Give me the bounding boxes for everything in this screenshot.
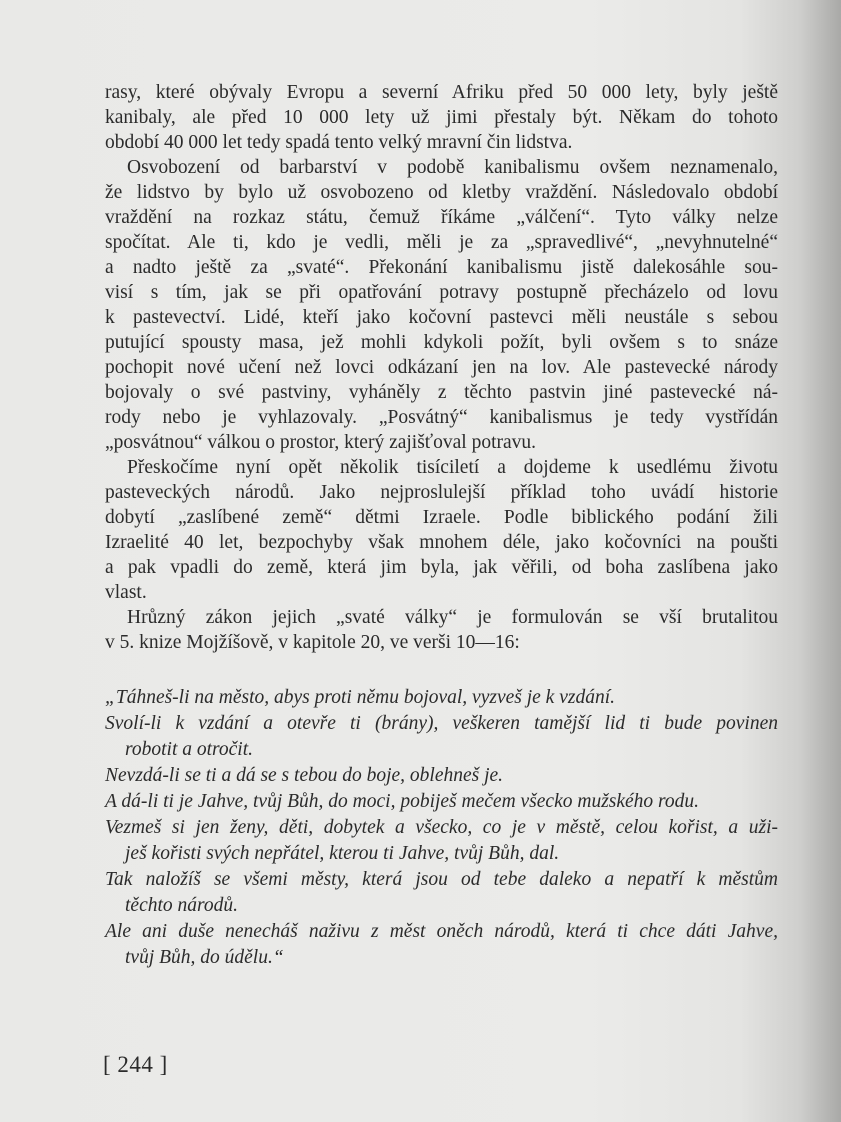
bible-quote bbox=[105, 685, 778, 971]
text-line: „posvátnou“ válkou o prostor, který zajišťoval potravu. bbox=[105, 432, 537, 453]
text-line: a nadto ještě za „svaté“. Překonání kanibalismu jistě dalekosáhle sou- bbox=[105, 257, 778, 278]
text-line: vraždění na rozkaz státu, čemuž říkáme „válčení“. Tyto války nelze bbox=[105, 207, 778, 228]
text-line: období 40 000 let tedy spadá tento velký mravní čin lidstva. bbox=[105, 132, 573, 153]
quote-verse bbox=[105, 763, 778, 789]
quote-line: těchto národů. bbox=[125, 895, 239, 916]
text-line: putující spousty masa, jež mohli kdykoli požít, byli ovšem s to snáze bbox=[105, 332, 778, 353]
paragraph bbox=[105, 605, 778, 655]
text-line: a pak vpadli do země, která jim byla, jak věřili, od boha zaslíbena jako bbox=[105, 557, 778, 578]
quote-line: Tak naložíš se všemi městy, která jsou od tebe daleko a nepatří k městům bbox=[105, 869, 778, 890]
text-line: že lidstvo by bylo už osvobozeno od kletby vraždění. Následovalo období bbox=[105, 182, 778, 203]
text-line: dobytí „zaslíbené země“ dětmi Izraele. Podle biblického podání žili bbox=[105, 507, 778, 528]
quote-verse bbox=[105, 919, 778, 971]
quote-line: A dá-li ti je Jahve, tvůj Bůh, do moci, pobiješ mečem všecko mužského rodu. bbox=[105, 791, 700, 812]
text-line: Přeskočíme nyní opět několik tisíciletí a dojdeme k usedlému životu bbox=[127, 457, 778, 478]
text-line: Hrůzný zákon jejich „svaté války“ je formulován se vší brutalitou bbox=[127, 607, 778, 628]
prose-section bbox=[105, 80, 778, 655]
quote-line: ješ kořisti svých nepřátel, kterou ti Jahve, tvůj Bůh, dal. bbox=[125, 843, 560, 864]
text-line: pochopit nové učení než lovci odkázaní jen na lov. Ale pastevecké národy bbox=[105, 357, 778, 378]
quote-verse bbox=[105, 711, 778, 763]
quote-line: „Táhneš-li na město, abys proti němu bojoval, vyzveš je k vzdání. bbox=[105, 687, 615, 708]
quote-line: Vezmeš si jen ženy, děti, dobytek a všecko, co je v městě, celou kořist, a uži- bbox=[105, 817, 778, 838]
quote-verse bbox=[105, 815, 778, 867]
quote-line: Svolí-li k vzdání a otevře ti (brány), veškeren tamější lid ti bude povinen bbox=[105, 713, 778, 734]
text-line: Osvobození od barbarství v podobě kanibalismu ovšem neznamenalo, bbox=[127, 157, 778, 178]
quote-line: Nevzdá-li se ti a dá se s tebou do boje, oblehneš je. bbox=[105, 765, 504, 786]
text-line: rasy, které obývaly Evropu a severní Afriku před 50 000 lety, byly ještě bbox=[105, 82, 778, 103]
text-line: vlast. bbox=[105, 582, 147, 603]
quote-verse bbox=[105, 789, 778, 815]
text-line: k pastevectví. Lidé, kteří jako kočovní pastevci měli neustále s sebou bbox=[105, 307, 778, 328]
text-line: visí s tím, jak se při opatřování potravy postupně přecházelo od lovu bbox=[105, 282, 778, 303]
book-page-body bbox=[105, 80, 778, 971]
page-number: [ 244 ] bbox=[103, 1052, 168, 1077]
quote-line: Ale ani duše nenecháš naživu z měst oněch národů, která ti chce dáti Jahve, bbox=[105, 921, 778, 942]
text-line: pasteveckých národů. Jako nejproslulejší příklad toho uvádí historie bbox=[105, 482, 778, 503]
paragraph bbox=[105, 80, 778, 155]
paragraph bbox=[105, 155, 778, 455]
paragraph bbox=[105, 455, 778, 605]
quote-verse bbox=[105, 685, 778, 711]
text-line: rody nebo je vyhlazovaly. „Posvátný“ kanibalismus je tedy vystřídán bbox=[105, 407, 778, 428]
text-line: spočítat. Ale ti, kdo je vedli, měli je za „spravedlivé“, „nevyhnutelné“ bbox=[105, 232, 778, 253]
quote-verse bbox=[105, 867, 778, 919]
text-line: Izraelité 40 let, bezpochyby však mnohem déle, jako kočovníci na poušti bbox=[105, 532, 778, 553]
text-line: kanibaly, ale před 10 000 lety už jimi přestaly být. Někam do tohoto bbox=[105, 107, 778, 128]
quote-line: robotit a otročit. bbox=[125, 739, 254, 760]
text-line: v 5. knize Mojžíšově, v kapitole 20, ve verši 10—16: bbox=[105, 632, 520, 653]
quote-line: tvůj Bůh, do údělu.“ bbox=[125, 947, 284, 968]
text-line: bojovaly o své pastviny, vyháněly z těchto pastvin jiné pastevecké ná- bbox=[105, 382, 778, 403]
